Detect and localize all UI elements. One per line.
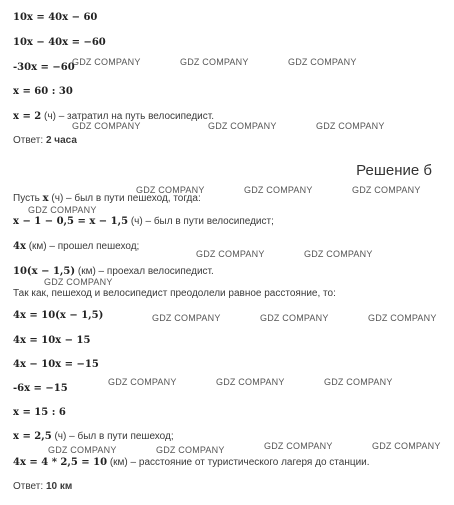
equation-line: 4x − 10x = −15 (13, 359, 99, 370)
distance-line: 4x = 4 * 2,5 = 10 (км) – расстояние от туристического лагеря до станции. (13, 457, 370, 468)
watermark: GDZ COMPANY (288, 57, 357, 67)
watermark: GDZ COMPANY (108, 377, 177, 387)
equation-line: x = 60 : 30 (13, 86, 73, 97)
equation-line: -30x = −60 (13, 62, 75, 73)
section-heading: Решение б (356, 162, 432, 179)
watermark: GDZ COMPANY (368, 313, 437, 323)
watermark: GDZ COMPANY (264, 441, 333, 451)
equation-line: 10x = 40x − 60 (13, 12, 98, 23)
equation-line: x = 15 : 6 (13, 407, 66, 418)
watermark: GDZ COMPANY (304, 249, 373, 259)
cyclist-time-line: x − 1 − 0,5 = x − 1,5 (ч) – был в пути велосипедист; (13, 216, 274, 227)
equation-line: 10x − 40x = −60 (13, 37, 106, 48)
equation-line: 4x = 10x − 15 (13, 335, 91, 346)
watermark: GDZ COMPANY (352, 185, 421, 195)
watermark: GDZ COMPANY (180, 57, 249, 67)
watermark: GDZ COMPANY (44, 277, 113, 287)
watermark: GDZ COMPANY (244, 185, 313, 195)
watermark: GDZ COMPANY (216, 377, 285, 387)
watermark: GDZ COMPANY (152, 313, 221, 323)
watermark: GDZ COMPANY (48, 445, 117, 455)
equation-line: 4x = 10(x − 1,5) (13, 310, 104, 321)
watermark: GDZ COMPANY (136, 185, 205, 195)
result-math: x = 2 (13, 111, 42, 122)
watermark: GDZ COMPANY (156, 445, 225, 455)
answer-value: 2 часа (45, 135, 77, 146)
watermark: GDZ COMPANY (324, 377, 393, 387)
intro-line: Пусть x (ч) – был в пути пешеход, тогда: (13, 193, 201, 204)
watermark: GDZ COMPANY (260, 313, 329, 323)
result-line: x = 2,5 (ч) – был в пути пешеход; (13, 431, 174, 442)
answer-label: Ответ: (13, 135, 46, 146)
watermark: GDZ COMPANY (72, 57, 141, 67)
result-text: (ч) – затратил на путь велосипедист. (41, 111, 215, 122)
since-line: Так как, пешеход и велосипедист преодолели равное расстояние, то: (13, 288, 336, 299)
rider-distance-line: 10(x − 1,5) (км) – проехал велосипедист. (13, 266, 214, 277)
answer-value: 10 км (45, 481, 73, 492)
answer-line (13, 135, 77, 147)
answer-label: Ответ: (13, 481, 46, 492)
walker-distance-line: 4x (км) – прошел пешеход; (13, 241, 140, 252)
watermark: GDZ COMPANY (72, 121, 141, 131)
equation-line: -6x = −15 (13, 383, 68, 394)
watermark: GDZ COMPANY (28, 205, 97, 215)
answer-line (13, 481, 72, 493)
watermark: GDZ COMPANY (196, 249, 265, 259)
watermark: GDZ COMPANY (208, 121, 277, 131)
watermark: GDZ COMPANY (372, 441, 441, 451)
watermark: GDZ COMPANY (316, 121, 385, 131)
